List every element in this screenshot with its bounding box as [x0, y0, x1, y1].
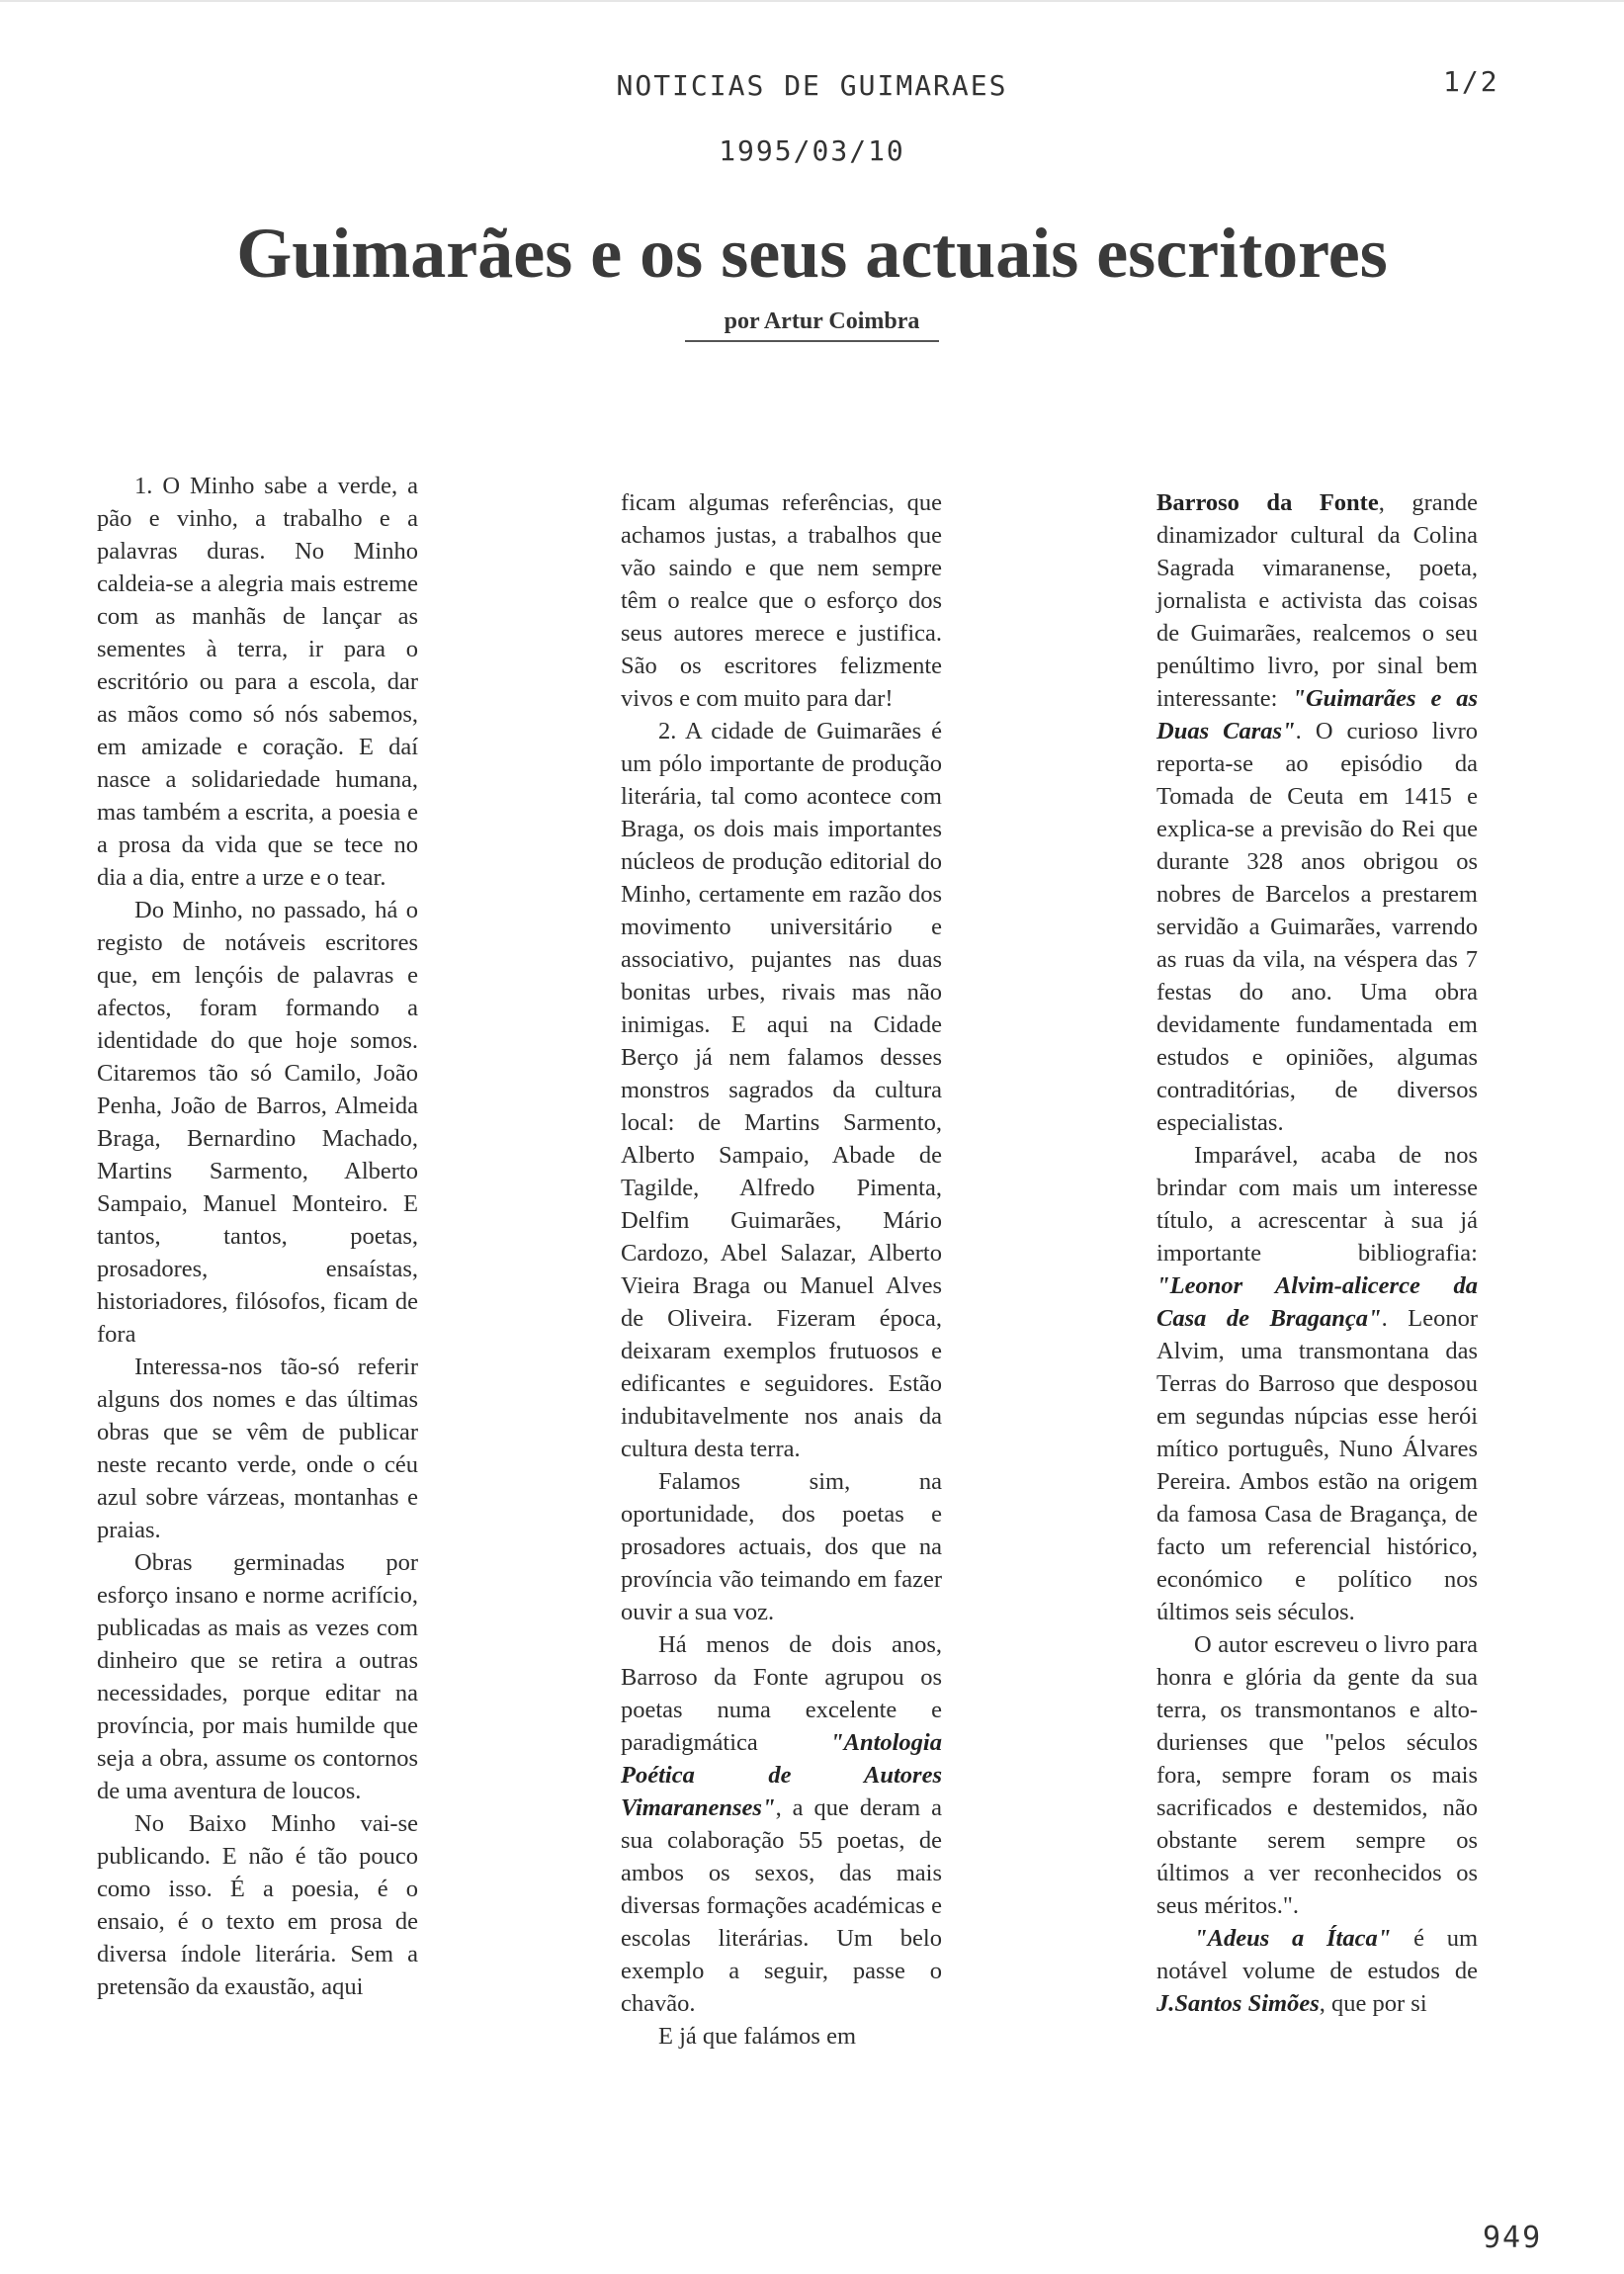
text-run: , grande dinamizador cultural da Colina Sagrada vimaranense, poeta, jornalista e activista das coisas de Guimarães, realcemos o seu penúltimo livro, por sinal bem interessante: — [1156, 489, 1478, 712]
paragraph: Obras germinadas por esforço insano e norme acrifício, publicadas as mais as vezes com dinheiro que se retira a outras necessidades, porque editar na província, por mais humilde que seja a obra, assume os contornos de uma aventura de loucos. — [97, 1549, 418, 1804]
text-run: , a que deram a sua colaboração 55 poetas, de ambos os sexos, das mais diversas formações académicas e escolas literárias. Um belo exemplo a seguir, passe o chavão. — [621, 1794, 942, 2017]
author-name: J.Santos Simões — [1156, 1990, 1320, 2017]
paragraph: 2. A cidade de Guimarães é um pólo importante de produção literária, tal como acontece com Braga, os dois mais importantes núcleos de produção editorial do Minho, certamente em razão dos movimento universitário e associativo, pujantes nas duas bonitas urbes, rivais mas não inimigas. E aqui na Cidade Berço já nem falamos desses monstros sagrados da cultura local: de Martins Sarmento, Alberto Sampaio, Abade de Tagilde, Alfredo Pimenta, Delfim Guimarães, Mário Cardozo, Abel Salazar, Alberto Vieira Braga ou Manuel Alves de Oliveira. Fizeram época, deixaram exemplos frutuosos e edificantes e seguidores. Estão indubitavelmente nos anais da cultura desta terra. — [621, 718, 942, 1462]
author-name: Barroso da Fonte — [1156, 489, 1379, 516]
paragraph: ficam algumas referências, que achamos justas, a trabalhos que vão saindo e que nem sempre têm o realce que o esforço dos seus autores merece e justifica. São os escritores felizmente vivos e com muito para dar! — [621, 489, 942, 712]
text-run: é um notável volume de estudos de — [1156, 1925, 1479, 1984]
article-byline — [0, 308, 1624, 335]
paragraph: E já que falámos em — [658, 2023, 857, 2050]
text-run: . Leonor Alvim, uma transmontana das Terras do Barroso que desposou em segundas núpcias esse herói mítico português, Nuno Álvares Pereira. Ambos estão na origem da famosa Casa de Bragança, de facto um referencial histórico, económico e político nos últimos seis séculos. — [1156, 1305, 1478, 1625]
archive-number: 949 — [1483, 2221, 1543, 2255]
book-title: "Antologia Poética de Autores Vimaranenses" — [621, 1729, 942, 1821]
text-column-1 — [97, 470, 418, 2003]
text-run: Imparável, acaba de nos brindar com mais um interesse título, a acrescentar à sua já importante bibliografia: — [1156, 1142, 1478, 1267]
paragraph — [621, 1628, 942, 2020]
text-column-3 — [1156, 486, 1478, 2020]
paragraph: Falamos sim, na oportunidade, dos poetas e prosadores actuais, dos que na província vão teimando em fazer ouvir a sua voz. — [621, 1468, 942, 1625]
paragraph — [1156, 1139, 1478, 1628]
publication-date: 1995/03/10 — [719, 134, 905, 167]
paragraph: No Baixo Minho vai-se publicando. E não é tão pouco como isso. É a poesia, é o ensaio, é o texto em prosa de diversa índole literária. Sem a pretensão da exaustão, aqui — [97, 1810, 418, 2000]
paragraph — [1156, 1922, 1478, 2020]
paragraph — [1156, 486, 1478, 1139]
paragraph: O autor escreveu o livro para honra e glória da gente da sua terra, os transmontanos e alto-durienses que "pelos séculos fora, sempre foram os mais sacrificados e destemidos, não obstante serem sempre os últimos a ver reconhecidos os seus méritos.". — [1156, 1631, 1478, 1919]
text-run: , que por si — [1319, 1990, 1427, 2017]
page-top-rule — [0, 0, 1624, 2]
book-title: "Leonor Alvim-alicerce da Casa de Bragança" — [1156, 1272, 1478, 1332]
byline-text: por Artur Coimbra — [685, 308, 940, 342]
paragraph: Interessa-nos tão-só referir alguns dos nomes e das últimas obras que se vêm de publicar neste recanto verde, onde o céu azul sobre várzeas, montanhas e praias. — [97, 1354, 418, 1543]
book-title: "Guimarães e as Duas Caras" — [1156, 685, 1479, 744]
book-title: "Adeus a Ítaca" — [1194, 1925, 1392, 1952]
page-number: 1/2 — [1443, 65, 1499, 98]
text-run: . O curioso livro reporta-se ao episódio da Tomada de Ceuta em 1415 e explica-se a previsão do Rei que durante 328 anos obrigou os nobres de Barcelos a prestarem servidão a Guimarães, varrendo as ruas da vila, na véspera das 7 festas do ano. Uma obra devidamente fundamentada em estudos e opiniões, algumas contraditórias, de diversos especialistas. — [1156, 718, 1478, 1136]
article-headline: Guimarães e os seus actuais escritores — [236, 214, 1388, 293]
text-run: Há menos de dois anos, Barroso da Fonte agrupou os poetas numa excelente e paradigmática — [621, 1631, 942, 1756]
paragraph: Do Minho, no passado, há o registo de notáveis escritores que, em lençóis de palavras e afectos, foram formando a identidade do que hoje somos. Citaremos tão só Camilo, João Penha, João de Barros, Almeida Braga, Bernardino Machado, Martins Sarmento, Alberto Sampaio, Manuel Monteiro. E tantos, tantos, poetas, prosadores, ensaístas, historiadores, filósofos, ficam de fora — [97, 897, 418, 1348]
newspaper-source: NOTICIAS DE GUIMARAES — [616, 69, 1008, 102]
paragraph: 1. O Minho sabe a verde, a pão e vinho, a trabalho e a palavras duras. No Minho caldeia-se a alegria mais estreme com as manhãs de lançar as sementes à terra, ir para o escritório ou para a escola, dar as mãos como só nós sabemos, em amizade e coração. E daí nasce a solidariedade humana, mas também a escrita, a poesia e a prosa da vida que se tece no dia a dia, entre a urze e o tear. — [97, 473, 418, 891]
text-column-2 — [621, 486, 942, 2053]
